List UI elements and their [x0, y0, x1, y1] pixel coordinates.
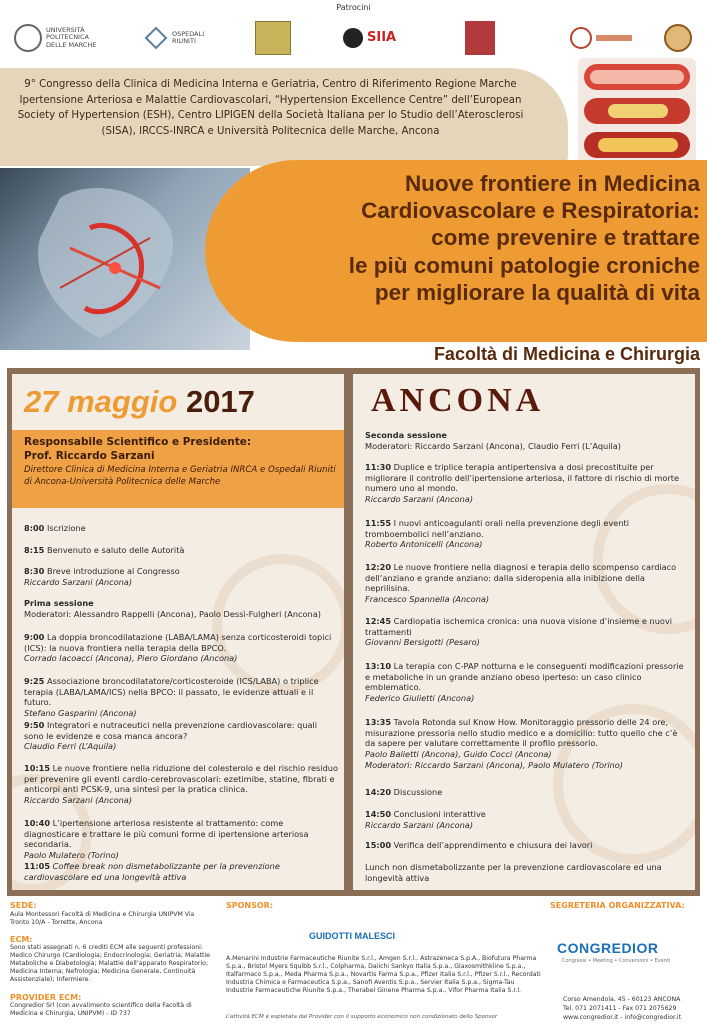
program-item: 13:35 Tavola Rotonda sul Know How. Monitoraggio pressorio delle 24 ore, misurazione pressoria nello studio medico e a domicilio: tutto quello che c’è da sapere per valutare correttamente il profilo pressorio. Paolo Balietti (Ancona), Guido Cocci (Ancona) Moderatori: Riccardo Sarzani (Ancona), Paolo Mulatero (Torino) — [365, 717, 678, 770]
sponsors-list: A.Menarini Industrie Farmaceutiche Riunite S.r.l., Amgen S.r.l., Astrazeneca S.p.A., Biofutura Pharma S.p.a., Bristol Myers Squibb S.r.l., Colpharma, Daiichi Sankyo Italia S.p.a., Glaxosmithkline S.p.a., Italfarmaco S.p.a., Meda Pharma S.p.a., Novartis Farma S.p.a., Pfizer Italia S.r.l., Pfizer S.r.l., Recordati Industria Chimica e Farmaceutica S.p.a., Sanofi Aventis S.p.a., Servier Italia S.p.a., Sigma-Tau Industrie Farmaceutiche Riunite S.p.a., Therabel Ginene Pharma S.p.a., Vifor Pharma Italia S.r.l. — [226, 955, 541, 995]
program-item: 13:10 La terapia con C-PAP notturna e le conseguenti modificazioni pressorie e metaboliche in un grande anziano obeso iperteso: un caso clinico emblematico. Federico Giulietti (Ancona) — [365, 661, 684, 703]
program-item: 12:45 Cardiopatia ischemica cronica: una nuova visione d’insieme e nuovi trattamenti Giovanni Bersigotti (Pesaro) — [365, 616, 673, 648]
decor-swirl — [593, 484, 695, 634]
program-item: 12:20 Le nuove frontiere nella diagnosi e terapia dello scompenso cardiaco dell’anziano e grande anziano: dalla sideropenia alla inibizione della neprilisina. Francesco Spannella (Ancona) — [365, 562, 677, 604]
program-item: 9:50 Integratori e nutraceutici nella prevenzione cardiovascolare: quali sono le evidenze e cosa manca ancora? Claudio Ferri (L’Aquila) — [24, 720, 318, 752]
faculty-name: Facoltà di Medicina e Chirurgia — [433, 344, 700, 364]
ospedali-riuniti-logo — [144, 18, 212, 58]
tree-logo-icon — [255, 21, 291, 55]
program-right-column — [353, 374, 695, 890]
univpm-logo — [14, 18, 106, 58]
program-item: 9:25 Associazione broncodilatatore/corticosteroide (ICS/LABA) o triplice terapia (LABA/LAMA/ICS) nella BPCO: il passato, le evidenze attuali e il futuro. Stefano Gasparini (Ancona) — [24, 676, 319, 718]
title-line-2: Cardiovascolare e Respiratoria: — [361, 198, 700, 224]
patrocini-label: Patrocini — [336, 3, 371, 12]
program-item: 10:15 Le nuove frontiere nella riduzione del colesterolo e del rischio residuo per prevenire gli eventi cardio-cerebrovascolari: ezetimibe, statine, fibrati e anticorpi anti PCSK-9, una sintesi per la pratica clinica. Riccardo Sarzani (Ancona) — [24, 763, 338, 805]
title-line-1: Nuove frontiere in Medicina — [404, 171, 700, 196]
title-line-3: come prevenire e trattare — [431, 225, 700, 251]
event-day-month: 27 maggio — [24, 384, 178, 419]
tree-logo — [255, 18, 291, 58]
program-item: 14:20 Discussione — [365, 787, 443, 797]
ospedali-riuniti-icon — [144, 26, 168, 50]
round-logo-icon — [664, 24, 692, 52]
responsible-title: Responsabile Scientifico e Presidente: — [24, 436, 252, 448]
siia-heart-icon — [343, 28, 363, 48]
program-item: 11:55 I nuovi anticoagulanti orali nella prevenzione degli eventi tromboembolici nell’anziano. Roberto Antonicelli (Ancona) — [365, 518, 629, 550]
sede-text: Aula Montessori Facoltà di Medicina e Chirurgia UNIPVM Via Tronto 10/A - Torrette, Ancona — [10, 911, 195, 927]
program-item: 11:30 Duplice e triplice terapia antipertensiva a dosi precostituite per migliorare il controllo dell’ipertensione arteriosa, il fattore di rischio di morte numero uno al mondo. Riccardo Sarzani (Ancona) — [365, 462, 680, 504]
event-title — [225, 170, 700, 306]
congredior-address: Corso Amendola, 45 - 60123 ANCONA — [563, 996, 681, 1003]
responsible-role: Direttore Clinica di Medicina Interna e Geriatria INRCA e Ospedali Riuniti di Ancona-Università Politecnica delle Marche — [24, 465, 336, 487]
artery-icon — [578, 58, 696, 166]
program-item: 8:30 Breve introduzione al Congresso Riccardo Sarzani (Ancona) — [24, 566, 180, 587]
congredior-logo: CONGREDIOR — [557, 940, 659, 956]
program-item: 11:05 Coffee break non dismetabolizzante per la prevenzione cardiovascolare ed una longevità attiva — [24, 861, 280, 882]
provider-label: PROVIDER ECM: — [10, 993, 82, 1002]
program-item: 14:50 Conclusioni interattive Riccardo Sarzani (Ancona) — [365, 809, 486, 830]
round-logo — [664, 18, 692, 58]
italy-map-logo — [465, 18, 495, 58]
sede-label: SEDE: — [10, 901, 37, 910]
congredior-phone: Tel. 071 2071411 - Fax 071 2075629 — [563, 1005, 677, 1012]
sponsor-logos-row — [10, 18, 700, 60]
program-item: 8:00 Iscrizione — [24, 523, 86, 533]
sponsor-label: SPONSOR: — [226, 901, 274, 910]
program-item: 9:00 La doppia broncodilatazione (LABA/LAMA) senza corticosteroidi topici (ICS): la nuova frontiera nella terapia della BPCO. Corrado Iacoacci (Ancona), Piero Giordano (Ancona) — [24, 632, 332, 664]
event-date — [24, 384, 255, 420]
italy-map-icon — [465, 21, 495, 55]
ecm-support-note: L’attività ECM è espletata dal Provider con il supporto economico non condizionato dello Sponsor — [226, 1014, 498, 1020]
provider-text: Congredior Srl (con avvalimento scientifico della Facoltà di Medicina e Chirurgia, UNIPVM) - ID 737 — [10, 1002, 192, 1018]
congredior-tagline: Congressi • Meeting • Conversioni • Eventi — [562, 958, 671, 964]
title-line-5: per migliorare la qualità di vita — [374, 279, 700, 305]
ecm-text: Sono stati assegnati n. 6 crediti ECM alle seguenti professioni: Medico Chirurgo (Cardiologia; Endocrinologia; Geriatria; Malattie Metaboliche e Diabetologia; Malattie dell’apparato Respiratorio; Medicina Interna; Nefrologia; Medicina Generale, Continuità Assistenziale); Infermiere. — [10, 944, 210, 984]
title-line-4: le più comuni patologie croniche — [348, 252, 700, 278]
society-logo-mark — [596, 35, 632, 41]
segreteria-label: SEGRETERIA ORGANIZZATIVA: — [550, 901, 685, 910]
artery-illustration — [578, 58, 696, 166]
society-logo — [570, 18, 632, 58]
event-year: 2017 — [185, 384, 255, 419]
session-header: Seconda sessione Moderatori: Riccardo Sarzani (Ancona), Claudio Ferri (L’Aquila) — [365, 430, 621, 451]
session-header: Prima sessione Moderatori: Alessandro Rappelli (Ancona), Paolo Dessì-Fulgheri (Ancona) — [24, 598, 321, 619]
univpm-seal-icon — [14, 24, 42, 52]
ecm-label: ECM: — [10, 935, 33, 944]
society-logo-icon — [570, 27, 592, 49]
responsible-name: Prof. Riccardo Sarzani — [24, 450, 155, 462]
siia-logo — [343, 18, 396, 58]
program-item: 10:40 L’ipertensione arteriosa resistente al trattamento: come diagnosticare e trattare le più comuni forme di ipertensione arteriosa secondaria. Paolo Mulatero (Torino) — [24, 818, 309, 860]
ospedali-riuniti-name: OSPEDALI RIUNITI — [172, 29, 205, 45]
intro-text: 9° Congresso della Clinica di Medicina Interna e Geriatria, Centro di Riferimento Regione Marche Ipertensione Arteriosa e Malattie Cardiovascolari, “Hypertension Excellence Centre” dell’European Society of Hypertension (ESH), Centro LIPIGEN della Società Italiana per lo Studio dell’Aterosclerosi (SISA), IRCCS-INRCA e Università Politecnica delle Marche, Ancona — [17, 79, 524, 137]
program-area — [7, 368, 700, 896]
program-item: 15:00 Verifica dell’apprendimento e chiusura dei lavori — [365, 840, 593, 850]
lunch-note: Lunch non dismetabolizzante per la prevenzione cardiovascolare ed una longevità attiva — [365, 862, 662, 883]
program-item: 8:15 Benvenuto e saluto delle Autorità — [24, 545, 185, 555]
program-left-column — [12, 374, 344, 890]
congredior-web[interactable]: www.congredior.it - info@congredior.it — [563, 1014, 682, 1021]
event-city: ANCONA — [371, 382, 545, 419]
univpm-name: UNIVERSITÀ POLITECNICA DELLE MARCHE — [46, 25, 97, 49]
siia-name: SIIA — [367, 29, 397, 45]
guidotti-malesci-logo: GUIDOTTI MALESCI — [309, 931, 395, 941]
